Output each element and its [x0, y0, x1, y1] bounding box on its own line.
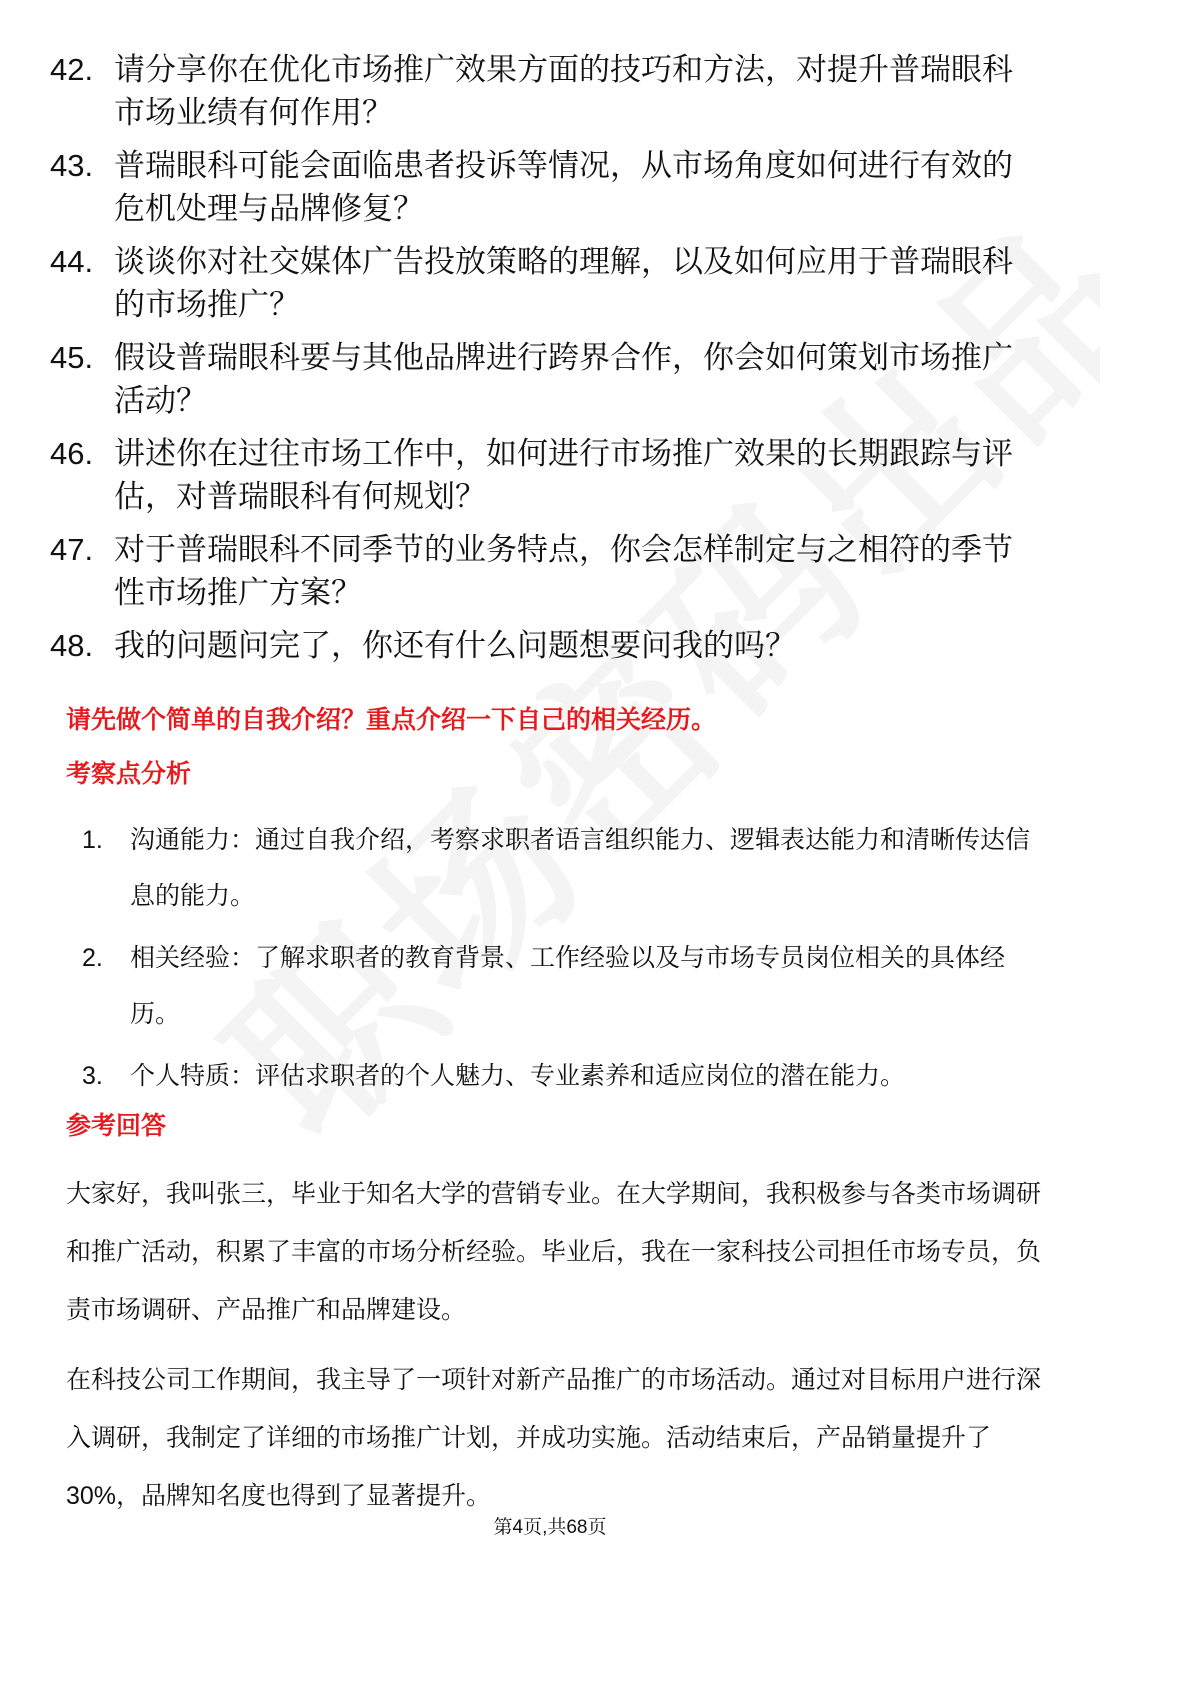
question-text: 讲述你在过往市场工作中，如何进行市场推广效果的长期跟踪与评估，对普瑞眼科有何规划？	[114, 436, 1013, 514]
question-item	[50, 48, 1040, 134]
question-heading: 请先做个简单的自我介绍？重点介绍一下自己的相关经历。	[66, 706, 717, 734]
analysis-list	[66, 812, 1046, 1110]
question-item	[50, 144, 1040, 230]
answer-paragraph: 大家好，我叫张三，毕业于知名大学的营销专业。在大学期间，我积极参与各类市场调研和推广活动，积累了丰富的市场分析经验。毕业后，我在一家科技公司担任市场专员，负责市场调研、产品推广和品牌建设。	[66, 1180, 1042, 1324]
question-list	[50, 48, 1040, 677]
analysis-number: 2.	[82, 944, 103, 972]
question-number: 42.	[50, 52, 94, 87]
analysis-number: 3.	[82, 1062, 103, 1090]
analysis-item	[66, 1048, 1046, 1104]
question-number: 43.	[50, 148, 94, 183]
question-item	[50, 432, 1040, 518]
analysis-item	[66, 930, 1046, 1042]
answer-heading: 参考回答	[66, 1112, 167, 1140]
analysis-text: 相关经验：了解求职者的教育背景、工作经验以及与市场专员岗位相关的具体经历。	[130, 944, 1006, 1028]
question-text: 普瑞眼科可能会面临患者投诉等情况，从市场角度如何进行有效的危机处理与品牌修复？	[114, 148, 1013, 226]
question-text: 对于普瑞眼科不同季节的业务特点，你会怎样制定与之相符的季节性市场推广方案？	[114, 532, 1013, 610]
analysis-text: 个人特质：评估求职者的个人魅力、专业素养和适应岗位的潜在能力。	[130, 1062, 906, 1090]
question-item	[50, 336, 1040, 422]
question-number: 48.	[50, 628, 94, 663]
question-text: 谈谈你对社交媒体广告投放策略的理解，以及如何应用于普瑞眼科的市场推广？	[114, 244, 1013, 322]
question-item	[50, 240, 1040, 326]
question-number: 47.	[50, 532, 94, 567]
question-item	[50, 624, 1040, 667]
analysis-text: 沟通能力：通过自我介绍，考察求职者语言组织能力、逻辑表达能力和清晰传达信息的能力。	[130, 826, 1031, 910]
question-number: 45.	[50, 340, 94, 375]
page-footer: 第4页,共68页	[493, 1517, 607, 1538]
question-text: 我的问题问完了，你还有什么问题想要问我的吗？	[114, 628, 796, 663]
question-item	[50, 528, 1040, 614]
analysis-item	[66, 812, 1046, 924]
question-text: 假设普瑞眼科要与其他品牌进行跨界合作，你会如何策划市场推广活动？	[114, 340, 1013, 418]
answer-paragraph: 在科技公司工作期间，我主导了一项针对新产品推广的市场活动。通过对目标用户进行深入调研，我制定了详细的市场推广计划，并成功实施。活动结束后，产品销量提升了30%，品牌知名度也得到了显著提升。	[66, 1366, 1042, 1510]
analysis-number: 1.	[82, 826, 103, 854]
question-text: 请分享你在优化市场推广效果方面的技巧和方法，对提升普瑞眼科市场业绩有何作用？	[114, 52, 1013, 130]
analysis-heading: 考察点分析	[66, 760, 192, 788]
question-number: 44.	[50, 244, 94, 279]
question-number: 46.	[50, 436, 94, 471]
